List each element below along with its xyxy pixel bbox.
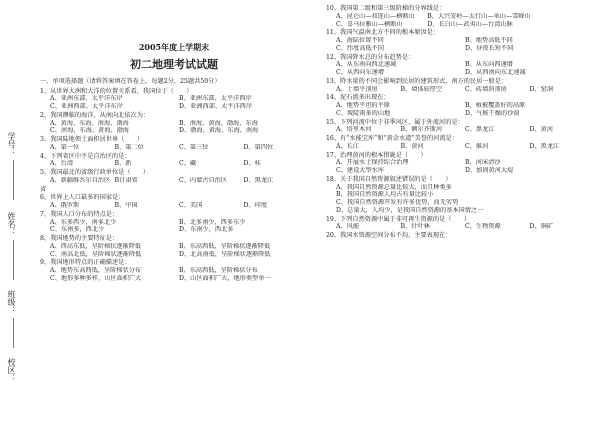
answer-option: D、铜矿 [529,223,554,231]
answer-option: D、亚洲西部、太平洋西岸 [179,103,253,110]
answer-option: C、纬度高低不同 [336,44,385,52]
answer-option: D、渤海、黄海、东海、南海 [179,127,259,135]
answer-option: D、昼夜长短不同 [465,44,514,52]
answer-option: B、地势高低不同 [465,37,513,44]
answer-options [40,267,308,283]
answer-option: C、美国 [179,202,203,209]
answer-option: D、印度 [243,202,268,209]
answer-option: C、东南多，西北少 [50,226,105,234]
answer-option: D、山区面积广大，地形类型单一 [179,274,271,282]
answer-option: B、东高西低，呈阶梯状逐渐降低 [179,242,271,250]
answer-option: A、俄罗斯 [50,202,80,209]
answer-option: C、南海、东海、黄海、渤海 [50,127,129,135]
answer-option: B、从东向西递增 [465,61,513,69]
answer-options [326,223,594,231]
student-id-line [13,160,14,200]
answer-option: B、中国 [114,202,138,209]
answer-options [40,177,308,185]
answer-options [40,160,308,168]
exam-title: 初二地理考试试题 [130,58,218,71]
answer-option: B甘肃省 [114,176,138,184]
answer-option: A、地势平坦的平原 [336,102,390,109]
answer-option: A、东多西少，南多北少 [50,218,117,226]
answer-options [40,95,308,111]
answer-option: D、总量大，人均少，是我国自然资源的基本国情之一 [336,206,484,214]
answer-option: A、新疆维吾尔自治区 [50,176,111,184]
answer-option: A、土墙平顶房 [336,85,378,93]
answer-option: D、黑龙江 [243,176,274,184]
class-line [13,318,14,348]
answer-option: B、植被覆盖好的高原 [465,102,526,109]
answer-option: C、地形多种多样，山区面积广大 [50,274,142,282]
name-line [13,240,14,280]
answer-option: B、墙体较厚空 [400,85,443,93]
answer-option: A、台湾 [50,160,74,168]
answer-option: A、塔里木河 [336,126,372,134]
question-text: 20、我国水资源空间分布不均，主要表现在： [326,232,452,239]
answer-option: C、黑龙江 [465,126,495,134]
answer-options [326,143,594,151]
answer-option: D、东南少，西北多 [179,226,234,234]
answer-option: A、开展水土保持综合治理 [336,159,409,167]
question-text: 17、治理黄河的根本措施是（ ） [326,151,427,159]
answer-option: B、黄河 [400,142,424,150]
question-text: 8、我国地势的主要特征是： [40,235,119,242]
answer-option: C、生物资源 [465,223,501,231]
answer-option: B、针叶林 [400,223,430,231]
question-text: 3、我国陆地领土面积居世界（ ） [40,136,143,143]
student-id-label: 学号： [7,132,16,156]
answer-option: C、喜马拉雅山—横断山 D、长白山—武夷山—台湾山脉 [336,20,513,28]
answer-options [326,37,594,53]
answer-option: B、新 [114,160,132,168]
answer-option: D、加固黄河大堤 [465,167,514,174]
answer-options [40,243,308,259]
answer-option: A、长江 [336,142,360,150]
question-text: 9、我国地形特点的正确描述是： [40,259,131,267]
name-label: 姓名： [7,212,16,236]
question-text: 1、从世界大洲和大洋的位置关系看，我国位于（ ） [40,87,193,95]
question-text: 14、泥石流多出现在： [326,94,390,102]
right-question-list [326,5,594,240]
answer-option: A、昆仑山—祁连山—横断山 B、大兴安岭—太行山—巫山—雪峰山 [336,12,531,20]
answer-options [40,219,308,235]
answer-option: D、第四位 [243,143,274,151]
answer-option: C、淮河 [465,142,489,150]
answer-option: B、额尔齐斯河 [400,126,443,134]
answer-options [326,126,594,134]
answer-option: C、南高北低，呈阶梯状逐渐降低 [50,250,142,258]
answer-option: B、第二位 [114,143,144,151]
answer-options [326,102,594,118]
answer-option: B、我国自然资源人均占有量比较小 [336,191,434,199]
left-question-list [40,88,308,283]
answer-option: A、海陆位置不同 [336,37,384,44]
answer-option: D、窑洞 [529,85,554,93]
answer-option: A、第一位 [50,143,80,151]
answer-option: B、东高西低，呈阶梯状分布 [179,267,258,274]
question-text: 7、我国人口分布的特点是： [40,210,119,218]
answer-option: B、亚洲东部、太平洋西岸 [179,95,252,103]
answer-option: B、河床清沙 [465,159,501,167]
student-info-margin [4,130,28,400]
answer-option: A、风能 [336,223,360,231]
answer-option: C、藏 [179,160,197,168]
question-text: 省 [40,185,47,193]
answer-option: D、黑龙江 [529,142,560,150]
answer-option: C、坡陡雨多的山地 [336,109,391,117]
answer-option: A、从东南向西北递减 [336,61,397,69]
answer-option: C、砖墙斜顶房 [465,85,507,93]
class-label: 班级： [7,290,16,314]
answer-options [326,61,594,77]
question-text: 16、有“水能宝库”和“黄金水道”美誉的河流是： [326,135,458,142]
answer-options [326,159,594,175]
answer-options [40,202,308,210]
answer-option: D、气候干燥的沙漠 [465,109,520,117]
answer-option: C、亚洲西部、太平洋东岸 [50,103,123,110]
answer-options [326,13,594,29]
left-column [40,4,308,283]
campus-label: 校区： [7,358,16,382]
answer-option: A、黄海、东海、南海、渤海 [50,119,129,127]
answer-option: C、从西向东递增 [336,69,385,76]
answer-option: A、我国自然资源总量比较大，而且种类多 [336,183,452,191]
answer-options [326,184,594,215]
answer-option: A、地势东高西低，呈阶梯状分布 [50,267,142,274]
right-column [326,4,594,240]
answer-options [326,86,594,94]
question-text: 2、我国濒临的海洋，从南向北依次为： [40,111,150,119]
question-text: 11、我国气温南北方不同的根本原因是： [326,29,440,37]
question-text: 13、降水量的不同会影响到民居的建筑形式，南方的民居一般是： [326,77,508,85]
question-text: 19、下列自然资源中属于非可再生资源的是（ ） [326,215,470,223]
answer-option: D、桂 [243,160,261,168]
answer-option: C、我国自然资源开发有许多优势，而无劣势 [336,199,459,206]
question-text: 6、世界上人口最多的国家是： [40,194,125,202]
answer-option: B、南海、黄海、渤海、东海 [179,119,258,127]
question-text: 4、下列省区中不是自治区的是： [40,152,131,160]
question-text: 18、关于我国自然资源叙述错误的是（ ） [326,175,452,183]
answer-option: D、黄河 [529,126,554,134]
answer-option: B、北多南少，西多东少 [179,218,246,226]
answer-option: A、亚洲东部、太平洋东岸 [50,95,123,103]
answer-option: C、内蒙古自治区 [179,176,228,184]
answer-options [40,144,308,152]
answer-option: C、建设大型水库 [336,167,385,174]
question-text: 5、我国最北的省级行政单位是（ ） [40,169,150,176]
question-text: 10、我国第二级和第三级阶梯的分界线是： [326,5,446,12]
answer-option: D、北高南低，呈阶梯状逐渐降低 [179,250,271,258]
answer-option: A、西高东低，呈阶梯状逐渐降低 [50,242,142,250]
answer-option: C、第三位 [179,143,209,151]
question-text: 12、我国降水总的分布趋势是： [326,53,415,61]
section-heading: 一、单项选择题（请将答案填在答卷上，每题2分，25题共50分） [40,77,221,85]
year-title: 2005年度上学期末 [138,42,210,52]
question-text: 15、下列河流中位于非季风区，属于外流河的是： [326,118,464,126]
answer-options [40,120,308,136]
answer-option: D、从西南向东北递减 [465,69,526,76]
